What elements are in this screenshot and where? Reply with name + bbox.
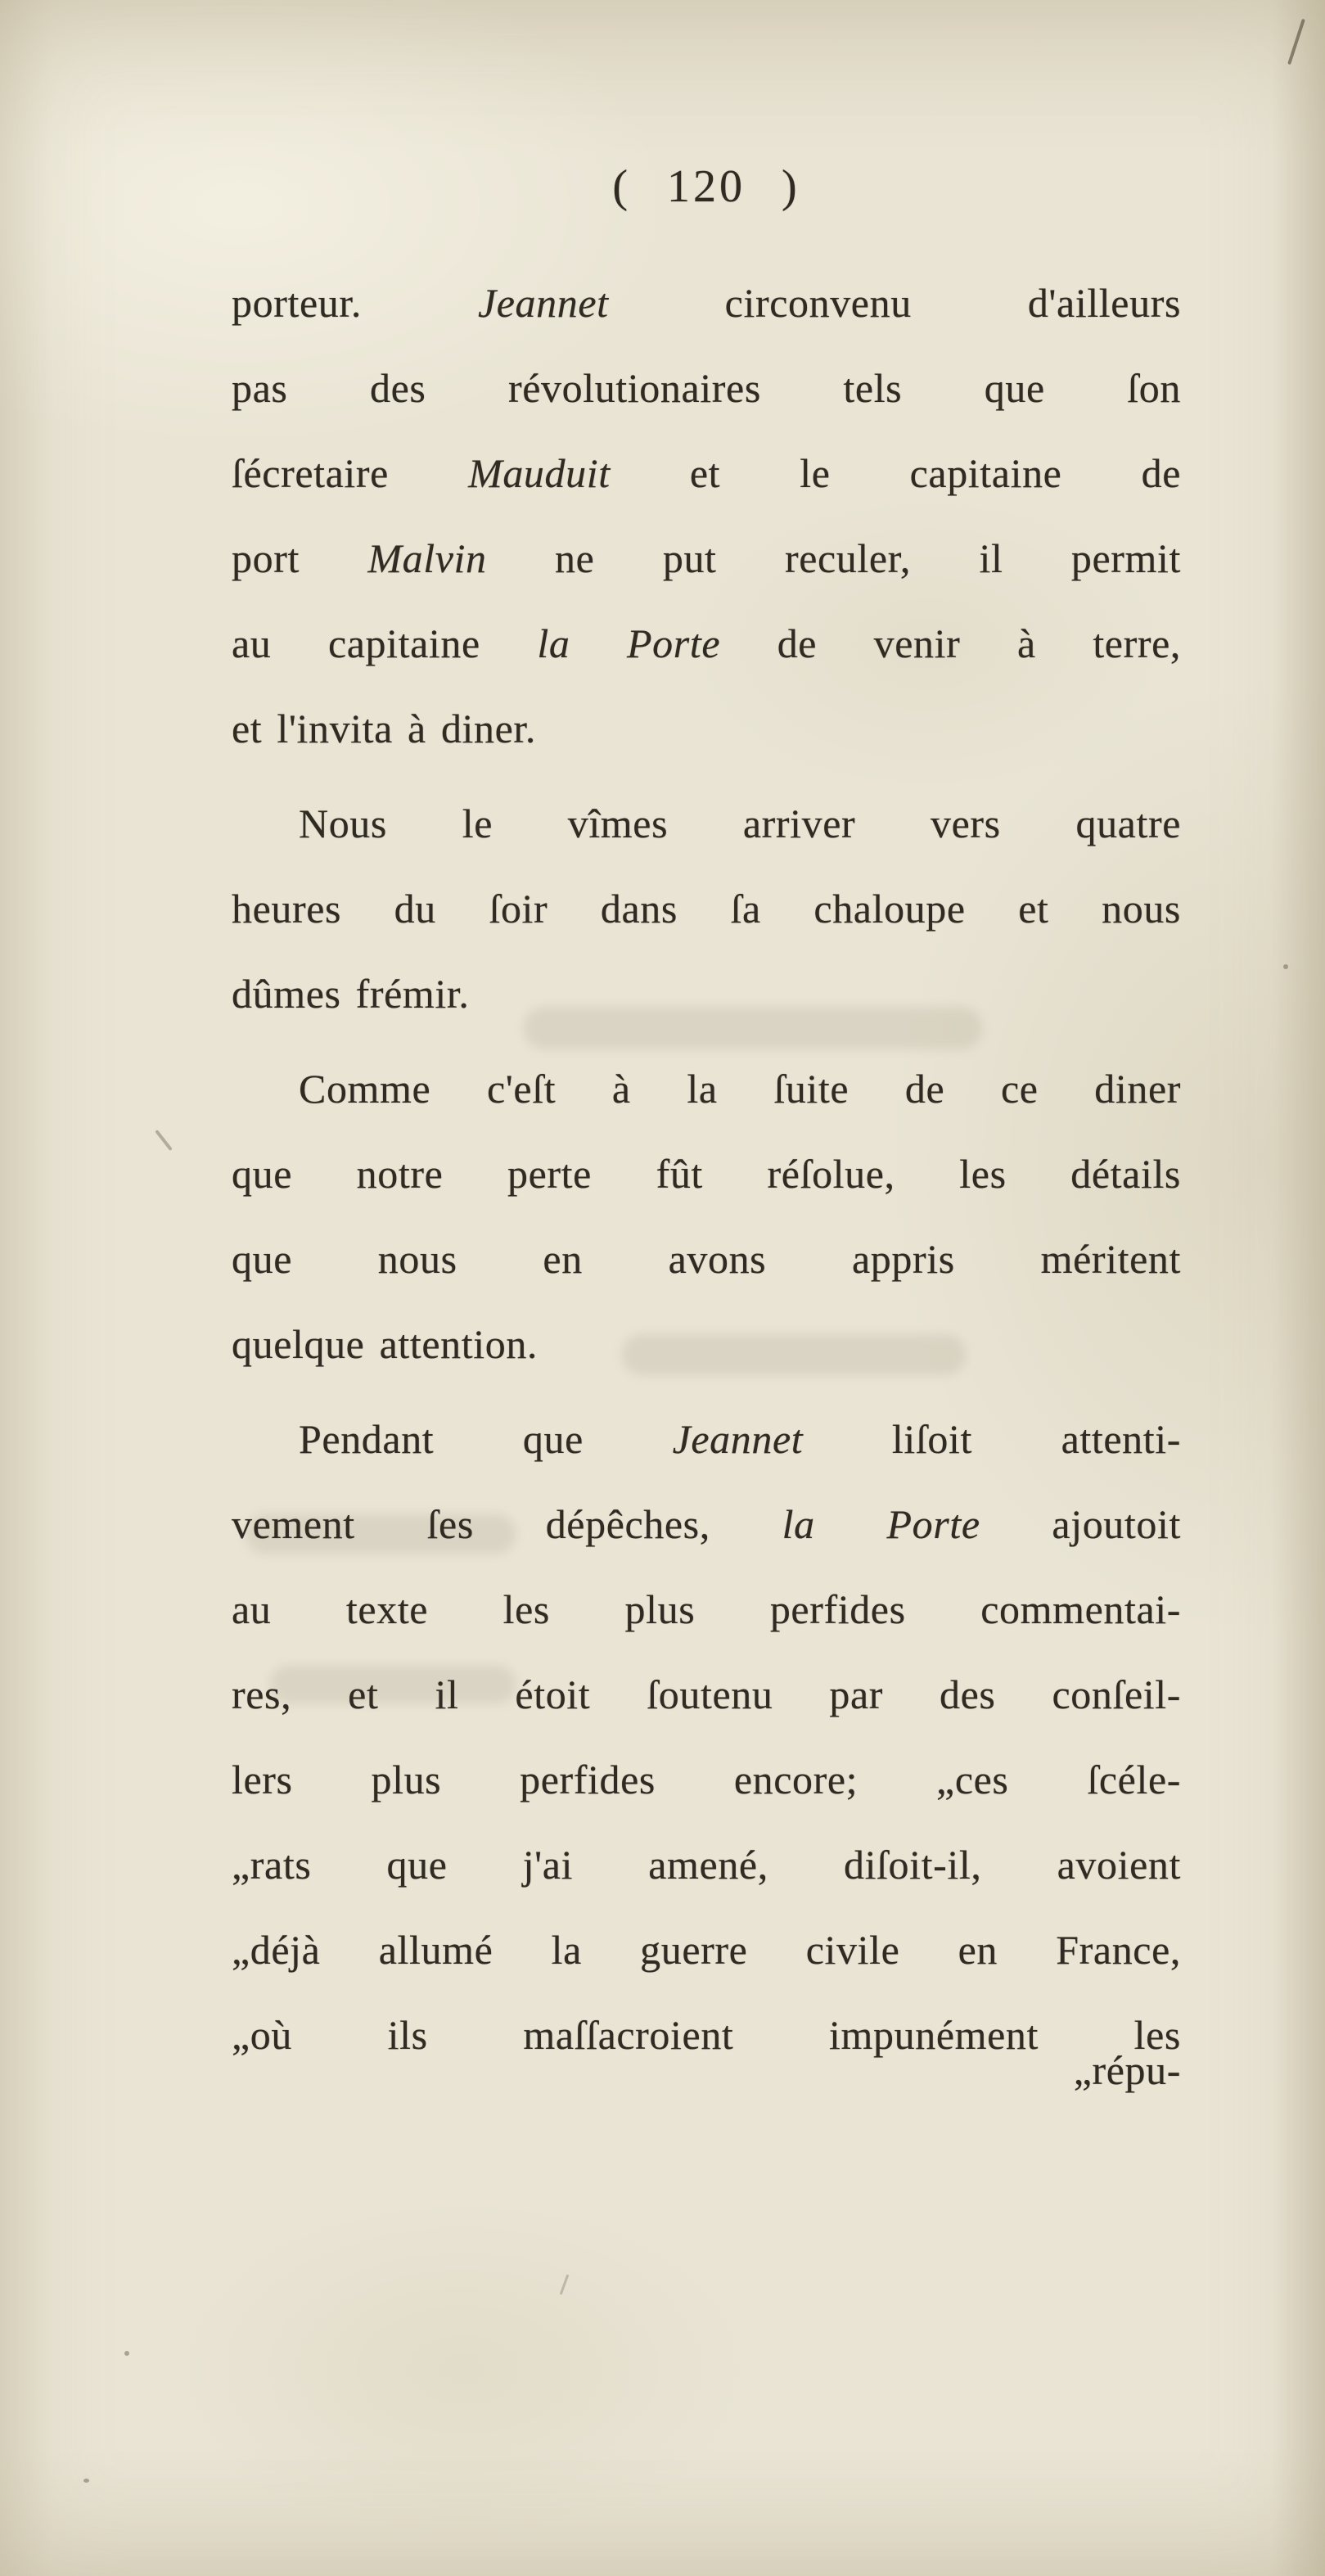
- text-line: [232, 1482, 1181, 1567]
- text-line: [232, 1302, 1181, 1387]
- italic-proper-name: la Porte: [537, 620, 721, 666]
- text-run: dûmes frémir.: [232, 971, 470, 1017]
- text-run: „rats que j'ai amené, diſoit-il, avoient: [232, 1842, 1181, 1888]
- text-run: port: [232, 535, 368, 581]
- text-run: Comme c'eſt à la ſuite de ce diner: [299, 1066, 1181, 1112]
- text-line: [232, 260, 1181, 345]
- text-run: ajoutoit: [980, 1501, 1181, 1547]
- text-run: vement ſes dépêches,: [232, 1501, 782, 1547]
- text-line: [232, 345, 1181, 431]
- italic-proper-name: la Porte: [782, 1501, 980, 1547]
- text-line: [232, 601, 1181, 686]
- text-line: [232, 1131, 1181, 1216]
- text-run: pas des révolutionaires tels que ſon: [232, 365, 1181, 411]
- text-run: porteur.: [232, 280, 478, 326]
- text-line: [232, 1216, 1181, 1302]
- italic-proper-name: Jeannet: [477, 280, 609, 326]
- text-run: quelque attention.: [232, 1321, 539, 1367]
- text-block: [232, 260, 1181, 2077]
- text-line: [232, 1652, 1181, 1737]
- text-run: heures du ſoir dans ſa chaloupe et nous: [232, 886, 1181, 932]
- text-run: ſécretaire: [232, 450, 469, 496]
- text-line: [232, 431, 1181, 516]
- text-line: [232, 516, 1181, 601]
- text-run: res, et il étoit ſoutenu par des conſeil-: [232, 1671, 1181, 1717]
- text-run: liſoit attenti-: [803, 1416, 1181, 1462]
- text-run: Pendant que: [299, 1416, 673, 1462]
- text-run: „déjà allumé la guerre civile en France,: [232, 1927, 1181, 1973]
- text-run: que notre perte fût réſolue, les détails: [232, 1151, 1181, 1197]
- text-run: „où ils maſſacroient impunément les: [232, 2012, 1181, 2058]
- text-run: circonvenu d'ailleurs: [608, 280, 1182, 326]
- italic-proper-name: Mauduit: [468, 450, 611, 496]
- text-run: de venir à terre,: [720, 620, 1181, 666]
- italic-proper-name: Jeannet: [672, 1416, 804, 1462]
- text-run: et l'invita à diner.: [232, 706, 537, 751]
- text-run: Nous le vîmes arriver vers quatre: [299, 801, 1181, 846]
- text-line: [232, 951, 1181, 1036]
- text-line: [232, 1822, 1181, 1907]
- page-number: ( 120 ): [612, 161, 800, 212]
- text-line: [232, 1567, 1181, 1652]
- text-run: et le capitaine de: [610, 450, 1181, 496]
- text-line: [232, 781, 1181, 866]
- text-run: au texte les plus perfides commentai-: [232, 1586, 1181, 1632]
- text-line: [232, 686, 1181, 771]
- text-run: ne put reculer, il permit: [486, 535, 1181, 581]
- text-line: [232, 1396, 1181, 1482]
- text-line: [232, 1907, 1181, 1992]
- stray-speck: [1283, 964, 1288, 969]
- italic-proper-name: Malvin: [367, 535, 487, 581]
- catchword: „répu-: [1073, 2047, 1181, 2093]
- text-line: [232, 1737, 1181, 1822]
- text-run: au capitaine: [232, 620, 538, 666]
- stray-speck: [124, 2351, 129, 2356]
- stray-speck: [83, 2479, 89, 2483]
- text-run: que nous en avons appris méritent: [232, 1236, 1181, 1282]
- text-line: [232, 1046, 1181, 1131]
- text-line: [232, 866, 1181, 951]
- text-run: lers plus perfides encore; „ces ſcéle-: [232, 1757, 1181, 1802]
